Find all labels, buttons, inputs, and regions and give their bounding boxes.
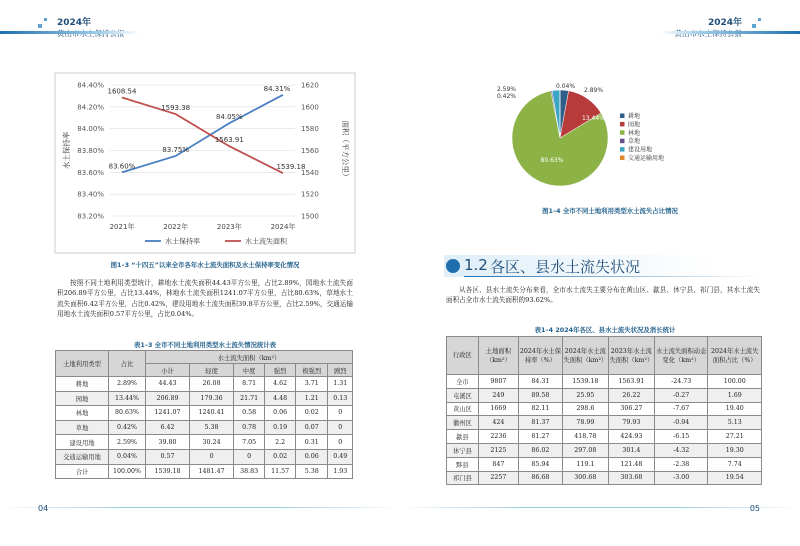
table-cell: 11.57 [265, 464, 296, 479]
table-cell: 303.68 [608, 471, 654, 485]
header-bar [660, 31, 800, 34]
legend-label: 水土保持率 [165, 237, 200, 246]
data-label: 1563.91 [214, 136, 244, 145]
pie-data-label: 0.42% [496, 93, 516, 100]
table-cell: 0.06 [296, 449, 328, 464]
y2-tick-label: 1520 [301, 190, 319, 199]
district-table [446, 336, 762, 485]
table-cell: 0.49 [328, 449, 353, 464]
table-cell: 86.68 [519, 471, 563, 485]
table-cell: 847 [478, 457, 518, 471]
table-cell: -7.67 [654, 402, 708, 416]
table-cell: 0 [328, 435, 353, 450]
table-cell: 82.11 [519, 402, 563, 416]
table-cell: 全市 [447, 375, 479, 389]
table-cell: -0.27 [654, 388, 708, 402]
table-cell: 26.22 [608, 388, 654, 402]
table-cell: 179.36 [190, 391, 234, 406]
table-cell: 300.68 [562, 471, 608, 485]
section-number: 1.2 [464, 256, 488, 274]
header-year: 2024年 [57, 18, 92, 28]
table-cell: 徽州区 [447, 416, 479, 430]
legend-swatch [620, 156, 625, 161]
y-tick-label: 83.40% [77, 190, 104, 199]
pie-data-label: 2.59% [496, 86, 516, 93]
header-right [675, 18, 743, 38]
y-tick-label: 83.60% [77, 168, 104, 177]
table-cell: 0.57 [146, 449, 190, 464]
y2-tick-label: 1560 [301, 147, 319, 155]
table-cell: 4.48 [265, 391, 296, 406]
table-cell: 0.78 [234, 420, 265, 435]
table-cell: 301.4 [608, 443, 654, 457]
table-row [56, 464, 353, 479]
table-cell: 2257 [478, 471, 518, 485]
table-cell: 1669 [478, 402, 518, 416]
table-cell: 歙县 [447, 430, 479, 444]
table-cell: 0.02 [265, 449, 296, 464]
header-decor-square [38, 24, 42, 28]
table-cell: 44.43 [146, 377, 190, 392]
y2-tick-label: 1580 [301, 125, 319, 134]
th-sub: 中度 [234, 364, 265, 377]
x-tick-label: 2024年 [270, 223, 296, 231]
table-cell: 38.83 [234, 464, 265, 479]
footer-rule [0, 507, 400, 508]
table-cell: 交通运输用地 [56, 449, 109, 464]
left-paragraph [57, 278, 353, 319]
pie-data-label: 80.63% [540, 157, 564, 164]
header-decor-square [758, 18, 761, 21]
legend-label: 交通运输用地 [628, 155, 665, 162]
line-chart-caption: 图1–3 “十四五”以来全市各年水土流失面积及水土保持率变化情况 [110, 261, 300, 269]
table-cell: 424.93 [608, 430, 654, 444]
table-cell: 0.04% [109, 449, 146, 464]
table-cell: 0.31 [296, 435, 328, 450]
data-label: 84.31% [263, 84, 291, 93]
header-year: 2024年 [707, 18, 742, 28]
th-column: 2024年水土流失面积占比（%） [708, 337, 762, 375]
table-cell: 100.00% [109, 464, 146, 479]
th-sub: 极强烈 [296, 364, 328, 377]
th-sub: 轻度 [190, 364, 234, 377]
table-cell: 0 [328, 406, 353, 421]
table-row [447, 388, 762, 402]
table-cell: 1563.91 [608, 375, 654, 389]
table-cell: 祁门县 [447, 471, 479, 485]
y-axis-label: 水土保持率 [62, 131, 71, 170]
section-heading-marker [446, 259, 460, 273]
left-table-caption: 表1–3 全市不同土地利用类型水土流失情况统计表 [133, 341, 277, 349]
table-row [447, 402, 762, 416]
data-label: 1593.38 [161, 104, 191, 113]
table-cell: 27.21 [708, 430, 762, 444]
table-cell: 25.95 [562, 388, 608, 402]
table-cell: 2.89% [109, 377, 146, 392]
table-row [56, 391, 353, 406]
header-decor-square [44, 18, 47, 21]
legend-label: 园地 [628, 121, 641, 129]
table-cell: 249 [478, 388, 518, 402]
table-cell: 119.1 [562, 457, 608, 471]
th-sub: 强烈 [265, 364, 296, 377]
table-cell: -3.00 [654, 471, 708, 485]
legend-label: 草地 [628, 138, 641, 146]
table-cell: 206.89 [146, 391, 190, 406]
th-column: 水土流失面积动态变化（km²） [654, 337, 708, 375]
table-cell: 424 [478, 416, 518, 430]
table-row [56, 449, 353, 464]
y-tick-label: 84.20% [77, 103, 104, 112]
table-cell: 3.71 [296, 377, 328, 392]
pie-data-label: 2.89% [584, 87, 604, 94]
pie-data-label: 13.44% [582, 115, 605, 122]
table-cell: 0.42% [109, 420, 146, 435]
table-cell: 26.08 [190, 377, 234, 392]
th-sub: 小计 [146, 364, 190, 377]
table-cell: 园地 [56, 391, 109, 406]
footer-rule [400, 507, 800, 508]
table-cell: 39.80 [146, 435, 190, 450]
table-cell: 1.69 [708, 388, 762, 402]
table-row [447, 457, 762, 471]
x-tick-label: 2021年 [109, 223, 135, 231]
table-cell: 78.99 [562, 416, 608, 430]
table-cell: 4.62 [265, 377, 296, 392]
table-cell: 19.54 [708, 471, 762, 485]
table-cell: 297.08 [562, 443, 608, 457]
table-cell: 0.58 [234, 406, 265, 421]
th-type: 土地利用类型 [56, 351, 109, 377]
land-use-table [55, 350, 353, 479]
x-tick-label: 2022年 [163, 223, 189, 231]
table-cell: -4.32 [654, 443, 708, 457]
table-cell: 100.00 [708, 375, 762, 389]
table-cell: 418.78 [562, 430, 608, 444]
y2-tick-label: 1540 [301, 168, 319, 177]
table-cell: 0 [190, 449, 234, 464]
data-label: 1608.54 [107, 87, 137, 96]
table-cell: 30.24 [190, 435, 234, 450]
data-label: 84.05% [215, 113, 243, 122]
table-cell: 黟县 [447, 457, 479, 471]
table-cell: 80.63% [109, 406, 146, 421]
table-cell: -2.38 [654, 457, 708, 471]
th-column: 2023年水土流失面积（km²） [608, 337, 654, 375]
table-cell: 2125 [478, 443, 518, 457]
table-cell: 306.27 [608, 402, 654, 416]
th-area: 水土流失面积（km²） [146, 351, 353, 364]
table-row [447, 430, 762, 444]
table-cell: 85.94 [519, 457, 563, 471]
table-row [56, 406, 353, 421]
table-cell: 休宁县 [447, 443, 479, 457]
table-cell: 13.44% [109, 391, 146, 406]
table-row [447, 416, 762, 430]
th-sub: 剧烈 [328, 364, 353, 377]
table-cell: 84.31 [519, 375, 563, 389]
table-cell: 9807 [478, 375, 518, 389]
table-cell: 1.93 [328, 464, 353, 479]
table-cell: 2.2 [265, 435, 296, 450]
table-cell: 0 [328, 420, 353, 435]
legend-swatch [620, 130, 625, 135]
data-label: 1539.18 [276, 163, 306, 172]
table-cell: 屯溪区 [447, 388, 479, 402]
table-cell: 8.71 [234, 377, 265, 392]
pie-data-label: 0.04% [556, 83, 576, 90]
table-cell: 0.19 [265, 420, 296, 435]
header-bar [0, 31, 140, 34]
table-row [447, 471, 762, 485]
table-cell: 0 [234, 449, 265, 464]
table-cell: 0.13 [328, 391, 353, 406]
legend-swatch [620, 122, 625, 127]
table-cell: 1481.47 [190, 464, 234, 479]
legend-label: 水土流失面积 [245, 237, 287, 246]
table-cell: 19.30 [708, 443, 762, 457]
th-column: 土地面积（km²） [478, 337, 518, 375]
table-row [447, 443, 762, 457]
y2-axis-label: 面积（平方公里） [341, 120, 350, 181]
table-row [56, 377, 353, 392]
legend-label: 建设用地 [628, 146, 653, 154]
legend-swatch [620, 147, 625, 152]
table-cell: 5.13 [708, 416, 762, 430]
right-page [400, 0, 800, 546]
y-tick-label: 83.20% [77, 212, 104, 221]
table-cell: 89.58 [519, 388, 563, 402]
y2-tick-label: 1500 [301, 212, 319, 221]
section-title: 各区、县水土流失状况 [490, 258, 641, 276]
table-cell: 1241.07 [146, 406, 190, 421]
y-tick-label: 84.40% [77, 81, 104, 90]
table-cell: 1.21 [296, 391, 328, 406]
table-cell: 5.38 [296, 464, 328, 479]
legend-swatch [620, 139, 625, 144]
th-ratio: 占比 [109, 351, 146, 377]
table-cell: 298.6 [562, 402, 608, 416]
table-cell: 79.93 [608, 416, 654, 430]
table-cell: 耕地 [56, 377, 109, 392]
table-cell: 81.27 [519, 430, 563, 444]
right-paragraph [446, 285, 760, 306]
legend-label: 耕地 [628, 113, 641, 120]
line-chart [55, 73, 355, 253]
th-column: 2024年水土保持率（%） [519, 337, 563, 375]
table-cell: 1240.41 [190, 406, 234, 421]
table-row [56, 420, 353, 435]
table-cell: 0.02 [296, 406, 328, 421]
page-number-right: 05 [749, 504, 760, 513]
table-cell: -24.73 [654, 375, 708, 389]
table-cell: 1539.18 [562, 375, 608, 389]
section-heading [444, 255, 762, 277]
table-cell: 草地 [56, 420, 109, 435]
header-decor-square [752, 24, 756, 28]
left-paragraph-text: 按照不同土地利用类型统计，耕地水土流失面积44.43平方公里，占比2.89%，园地水土流失面积206.89平方公里，占比13.44%，林地水土流失面积1241.07平方公里，占比80.63%，草地水土流失面积6.42平方公里，占比0.42%，建设用地水土流失面积39.8平方公里，占比2.59%，交通运输用地水土流失面积0.57平方公里，占比0.04%。 [57, 279, 353, 318]
y-tick-label: 83.80% [77, 147, 104, 155]
y-tick-label: 84.00% [77, 125, 104, 134]
table-cell: 0.06 [265, 406, 296, 421]
pie-chart-caption: 图1–4 全市不同土地利用类型水土流失占比情况 [542, 207, 678, 215]
table-cell: 建设用地 [56, 435, 109, 450]
table-cell: 1539.18 [146, 464, 190, 479]
right-table-caption: 表1–4 2024年各区、县水土流失状况及消长统计 [534, 326, 676, 334]
th-column: 行政区 [447, 337, 479, 375]
x-tick-label: 2023年 [216, 223, 242, 231]
table-cell: 7.74 [708, 457, 762, 471]
table-row [447, 375, 762, 389]
table-cell: 81.37 [519, 416, 563, 430]
data-label: 83.60% [108, 162, 136, 171]
table-cell: 0.07 [296, 420, 328, 435]
section-heading-underline [464, 276, 762, 277]
table-cell: 7.05 [234, 435, 265, 450]
table-cell: 6.42 [146, 420, 190, 435]
table-cell: 2.59% [109, 435, 146, 450]
legend-swatch [620, 114, 625, 119]
table-cell: 121.48 [608, 457, 654, 471]
data-label: 83.75% [162, 145, 190, 154]
th-column: 2024年水土流失面积（km²） [562, 337, 608, 375]
table-cell: 5.38 [190, 420, 234, 435]
table-cell: -0.94 [654, 416, 708, 430]
legend-label: 林地 [628, 129, 641, 137]
page-number-left: 04 [38, 504, 49, 513]
table-cell: 合计 [56, 464, 109, 479]
table-cell: 2236 [478, 430, 518, 444]
table-cell: 1.31 [328, 377, 353, 392]
table-cell: -6.15 [654, 430, 708, 444]
table-cell: 86.02 [519, 443, 563, 457]
table-row [56, 435, 353, 450]
table-cell: 21.71 [234, 391, 265, 406]
table-cell: 黄山区 [447, 402, 479, 416]
table-cell: 林地 [56, 406, 109, 421]
pie-chart [496, 78, 738, 198]
right-paragraph-text: 从各区、县水土流失分布来看，全市水土流失主要分布在黄山区、歙县、休宁县、祁门县，其水土流失面积占全市水土流失面积的93.62%。 [446, 286, 760, 305]
table-cell: 19.40 [708, 402, 762, 416]
y2-tick-label: 1600 [301, 103, 319, 112]
y2-tick-label: 1620 [301, 81, 319, 90]
header-left [57, 18, 125, 38]
